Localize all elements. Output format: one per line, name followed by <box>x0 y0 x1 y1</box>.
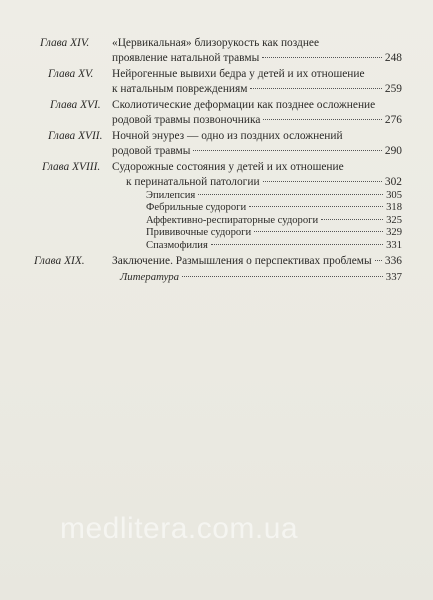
chapter-title-line: Сколиотические деформации как позднее осложнение <box>112 99 376 111</box>
chapter-label: Глава XIV. <box>40 37 90 49</box>
chapter-label: Глава XV. <box>48 68 94 80</box>
page-number: 325 <box>386 214 402 226</box>
leader-dots <box>250 88 381 89</box>
chapter-title-line: к натальным повреждениям <box>112 83 248 95</box>
chapter-title-line: родовой травмы позвоночника <box>112 114 261 126</box>
page-number: 305 <box>386 190 402 201</box>
list-item <box>112 215 402 227</box>
leader-dots <box>321 219 383 220</box>
page-number: 276 <box>384 114 402 126</box>
list-item <box>112 202 402 214</box>
subsection-title: Прививочные судороги <box>146 227 252 239</box>
literature-title: Литература <box>120 271 180 283</box>
page-number: 318 <box>386 202 402 214</box>
chapter-label: Глава XVI. <box>50 99 101 111</box>
list-item <box>112 190 402 202</box>
chapter-label: Глава XIX. <box>34 255 85 267</box>
leader-dots <box>254 231 383 232</box>
subsection-title: Спазмофилия <box>146 239 208 251</box>
page-number: 259 <box>384 83 402 95</box>
page-number: 248 <box>384 52 402 64</box>
page-number: 331 <box>386 239 402 251</box>
page-number: 290 <box>384 145 402 157</box>
watermark-text: medlitera.com.ua <box>60 512 299 545</box>
page-number: 302 <box>384 176 402 188</box>
leader-dots <box>263 181 382 182</box>
toc-entry-chapter-15 <box>0 67 433 97</box>
leader-dots <box>211 244 383 245</box>
chapter-title-line: к перинатальной патологии <box>126 176 260 188</box>
leader-dots <box>375 260 382 261</box>
chapter-title-line: проявление натальной травмы <box>112 52 260 64</box>
chapter-title-line: Нейрогенные вывихи бедра у детей и их отношение <box>112 68 365 80</box>
subsection-title: Эпилепсия <box>146 190 196 201</box>
toc-entry-chapter-18 <box>0 160 433 190</box>
toc-entry-literature <box>0 270 433 286</box>
chapter-title-line: Судорожные состояния у детей и их отношение <box>112 161 344 173</box>
chapter-label: Глава XVII. <box>48 130 103 142</box>
toc-entry-chapter-14 <box>0 36 433 66</box>
leader-dots <box>263 119 382 120</box>
chapter-title-line: родовой травмы <box>112 145 191 157</box>
page-number: 337 <box>385 271 402 283</box>
leader-dots <box>193 150 382 151</box>
subsection-title: Фебрильные судороги <box>146 202 247 214</box>
page-number: 336 <box>384 255 402 267</box>
page-number: 329 <box>386 227 402 239</box>
chapter-title-line: Ночной энурез — одно из поздних осложнений <box>112 130 343 142</box>
list-item <box>112 240 402 252</box>
toc-entry-chapter-16 <box>0 98 433 128</box>
chapter-title-line: Заключение. Размышления о перспективах проблемы <box>112 255 372 267</box>
chapter-title-line: «Цервикальная» близорукость как позднее <box>112 37 320 49</box>
leader-dots <box>182 276 383 277</box>
chapter-label: Глава XVIII. <box>42 161 101 173</box>
leader-dots <box>198 194 383 195</box>
list-item <box>112 227 402 239</box>
leader-dots <box>249 206 383 207</box>
toc-entry-chapter-17 <box>0 129 433 159</box>
toc-entry-chapter-19 <box>0 254 433 270</box>
leader-dots <box>262 57 382 58</box>
subsection-title: Аффективно-респираторные судороги <box>146 214 319 226</box>
